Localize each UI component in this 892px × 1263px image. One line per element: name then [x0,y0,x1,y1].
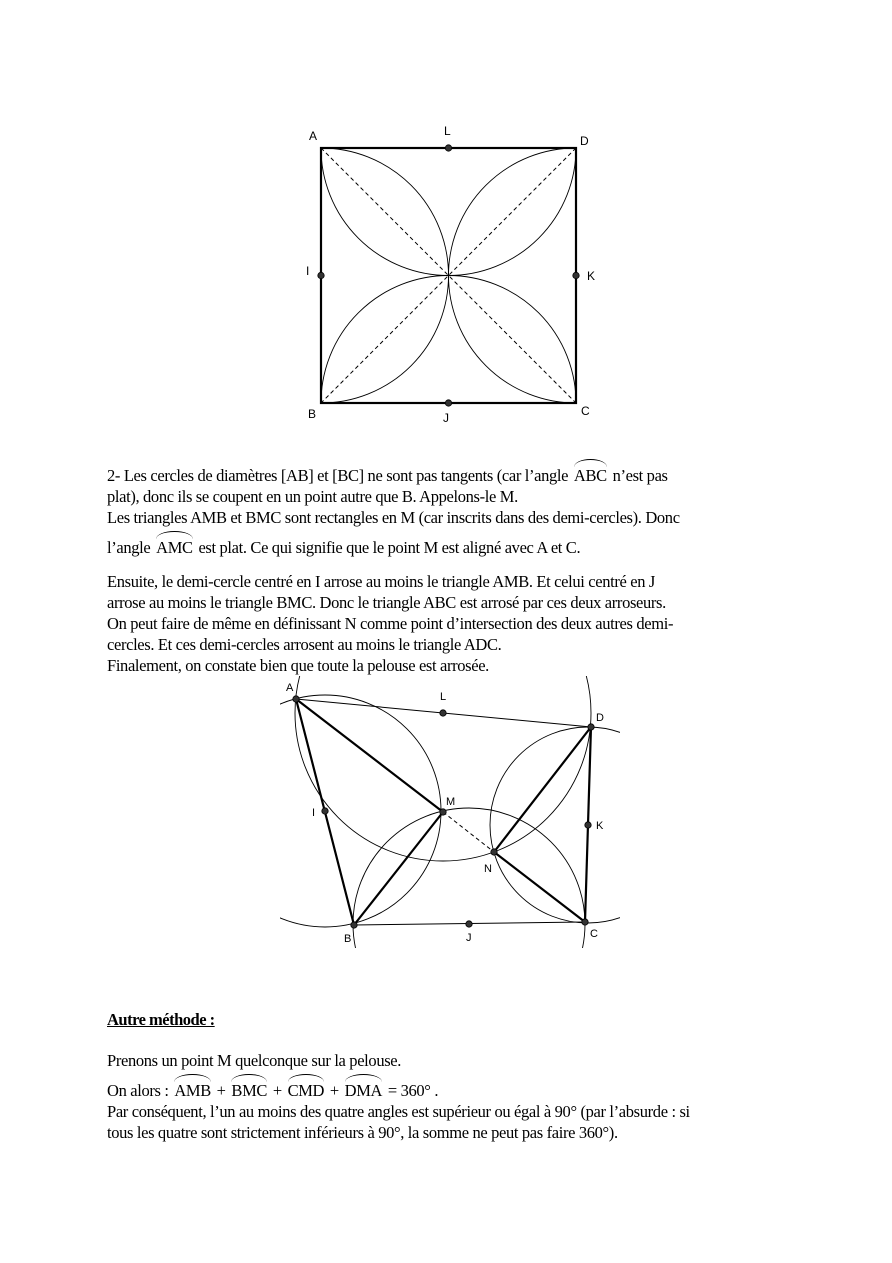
label-d: D [580,134,589,148]
text-line-angle-sum [107,1076,797,1101]
square-diagram [290,118,610,428]
label-c: C [581,404,590,418]
plus-sign: + [269,1081,286,1100]
paragraph-watering [107,571,797,676]
text-line: Par conséquent, l’un au moins des quatre angles est supérieur ou égal à 90° (par l’absurde : si [107,1102,690,1121]
paragraph-autre-methode [107,1050,797,1143]
heading-autre-methode: Autre méthode : [107,1010,215,1029]
point-i [318,272,324,278]
angle-amc: AMC [156,533,193,558]
figure-quadrilateral-circles [280,676,620,948]
plus-sign: + [212,1081,230,1100]
arc-c-to-center [449,276,577,404]
label-n: N [484,863,492,875]
point-j [445,400,451,406]
point-k [573,272,579,278]
arc-c-to-center-2 [449,276,577,404]
point-m [440,809,446,815]
point-k [585,822,591,828]
label-c: C [590,928,598,940]
arc-b-to-center [321,276,449,404]
text-line [107,461,797,486]
text-line: Prenons un point M quelconque sur la pelouse. [107,1051,402,1070]
arc-a-to-center [321,148,449,276]
text-segment: On alors : [107,1081,173,1100]
point-i [322,808,328,814]
angle-dma: DMA [345,1076,382,1101]
label-l: L [440,691,447,703]
text-line: Finalement, on constate bien que toute la pelouse est arrosée. [107,656,489,675]
arc-d-to-center [449,148,577,276]
label-l: L [444,124,451,138]
label-k: K [587,269,596,283]
text-segment: 2- Les cercles de diamètres [AB] et [BC] ne sont pas tangents (car l’angle [107,466,572,485]
label-k: K [596,820,604,832]
point-n [491,849,497,855]
arc-d-to-center-2 [449,148,577,276]
point-b [351,922,357,928]
angle-amb: AMB [174,1076,211,1101]
label-d: D [596,712,604,724]
label-i: I [312,807,316,819]
text-line: arrose au moins le triangle BMC. Donc le triangle ABC est arrosé par ces deux arroseurs. [107,593,666,612]
point-c [582,919,588,925]
angle-abc: ABC [574,461,607,486]
point-j [466,921,472,927]
label-a: A [309,129,318,143]
text-line [107,533,797,558]
text-segment: l’angle [107,538,155,557]
label-m: M [446,796,456,808]
label-i: I [306,264,310,278]
text-segment: n’est pas [608,466,668,485]
arc-b-to-center-2 [321,276,449,404]
text-line: cercles. Et ces demi-cercles arrosent au moins le triangle ADC. [107,635,502,654]
label-j: J [443,411,449,425]
quadrilateral-diagram [280,676,620,948]
text-segment: est plat. Ce qui signifie que le point M est aligné avec A et C. [194,538,581,557]
semicircle-arcs [321,148,576,403]
figure-square-semicircles [290,118,610,428]
text-line: plat), donc ils se coupent en un point autre que B. Appelons-le M. [107,487,518,506]
text-line: On peut faire de même en définissant N comme point d’intersection des deux autres demi- [107,614,674,633]
paragraph-circles-intersection [107,461,797,558]
label-j: J [466,932,472,944]
text-line: Ensuite, le demi-cercle centré en I arrose au moins le triangle AMB. Et celui centré en J [107,572,655,591]
point-l [445,145,451,151]
text-line: Les triangles AMB et BMC sont rectangles en M (car inscrits dans des demi-cercles). Donc [107,508,680,527]
arc-a-to-center-2 [321,148,449,276]
angle-bmc: BMC [231,1076,267,1101]
point-l [440,710,446,716]
text-line: tous les quatre sont strictement inférieurs à 90°, la somme ne peut pas faire 360°). [107,1123,618,1142]
label-a: A [286,682,294,694]
point-a [293,696,299,702]
plus-sign: + [326,1081,343,1100]
point-d [588,724,594,730]
angle-cmd: CMD [288,1076,325,1101]
text-segment: = 360° . [384,1081,439,1100]
label-b: B [308,407,317,421]
label-b: B [344,933,352,945]
